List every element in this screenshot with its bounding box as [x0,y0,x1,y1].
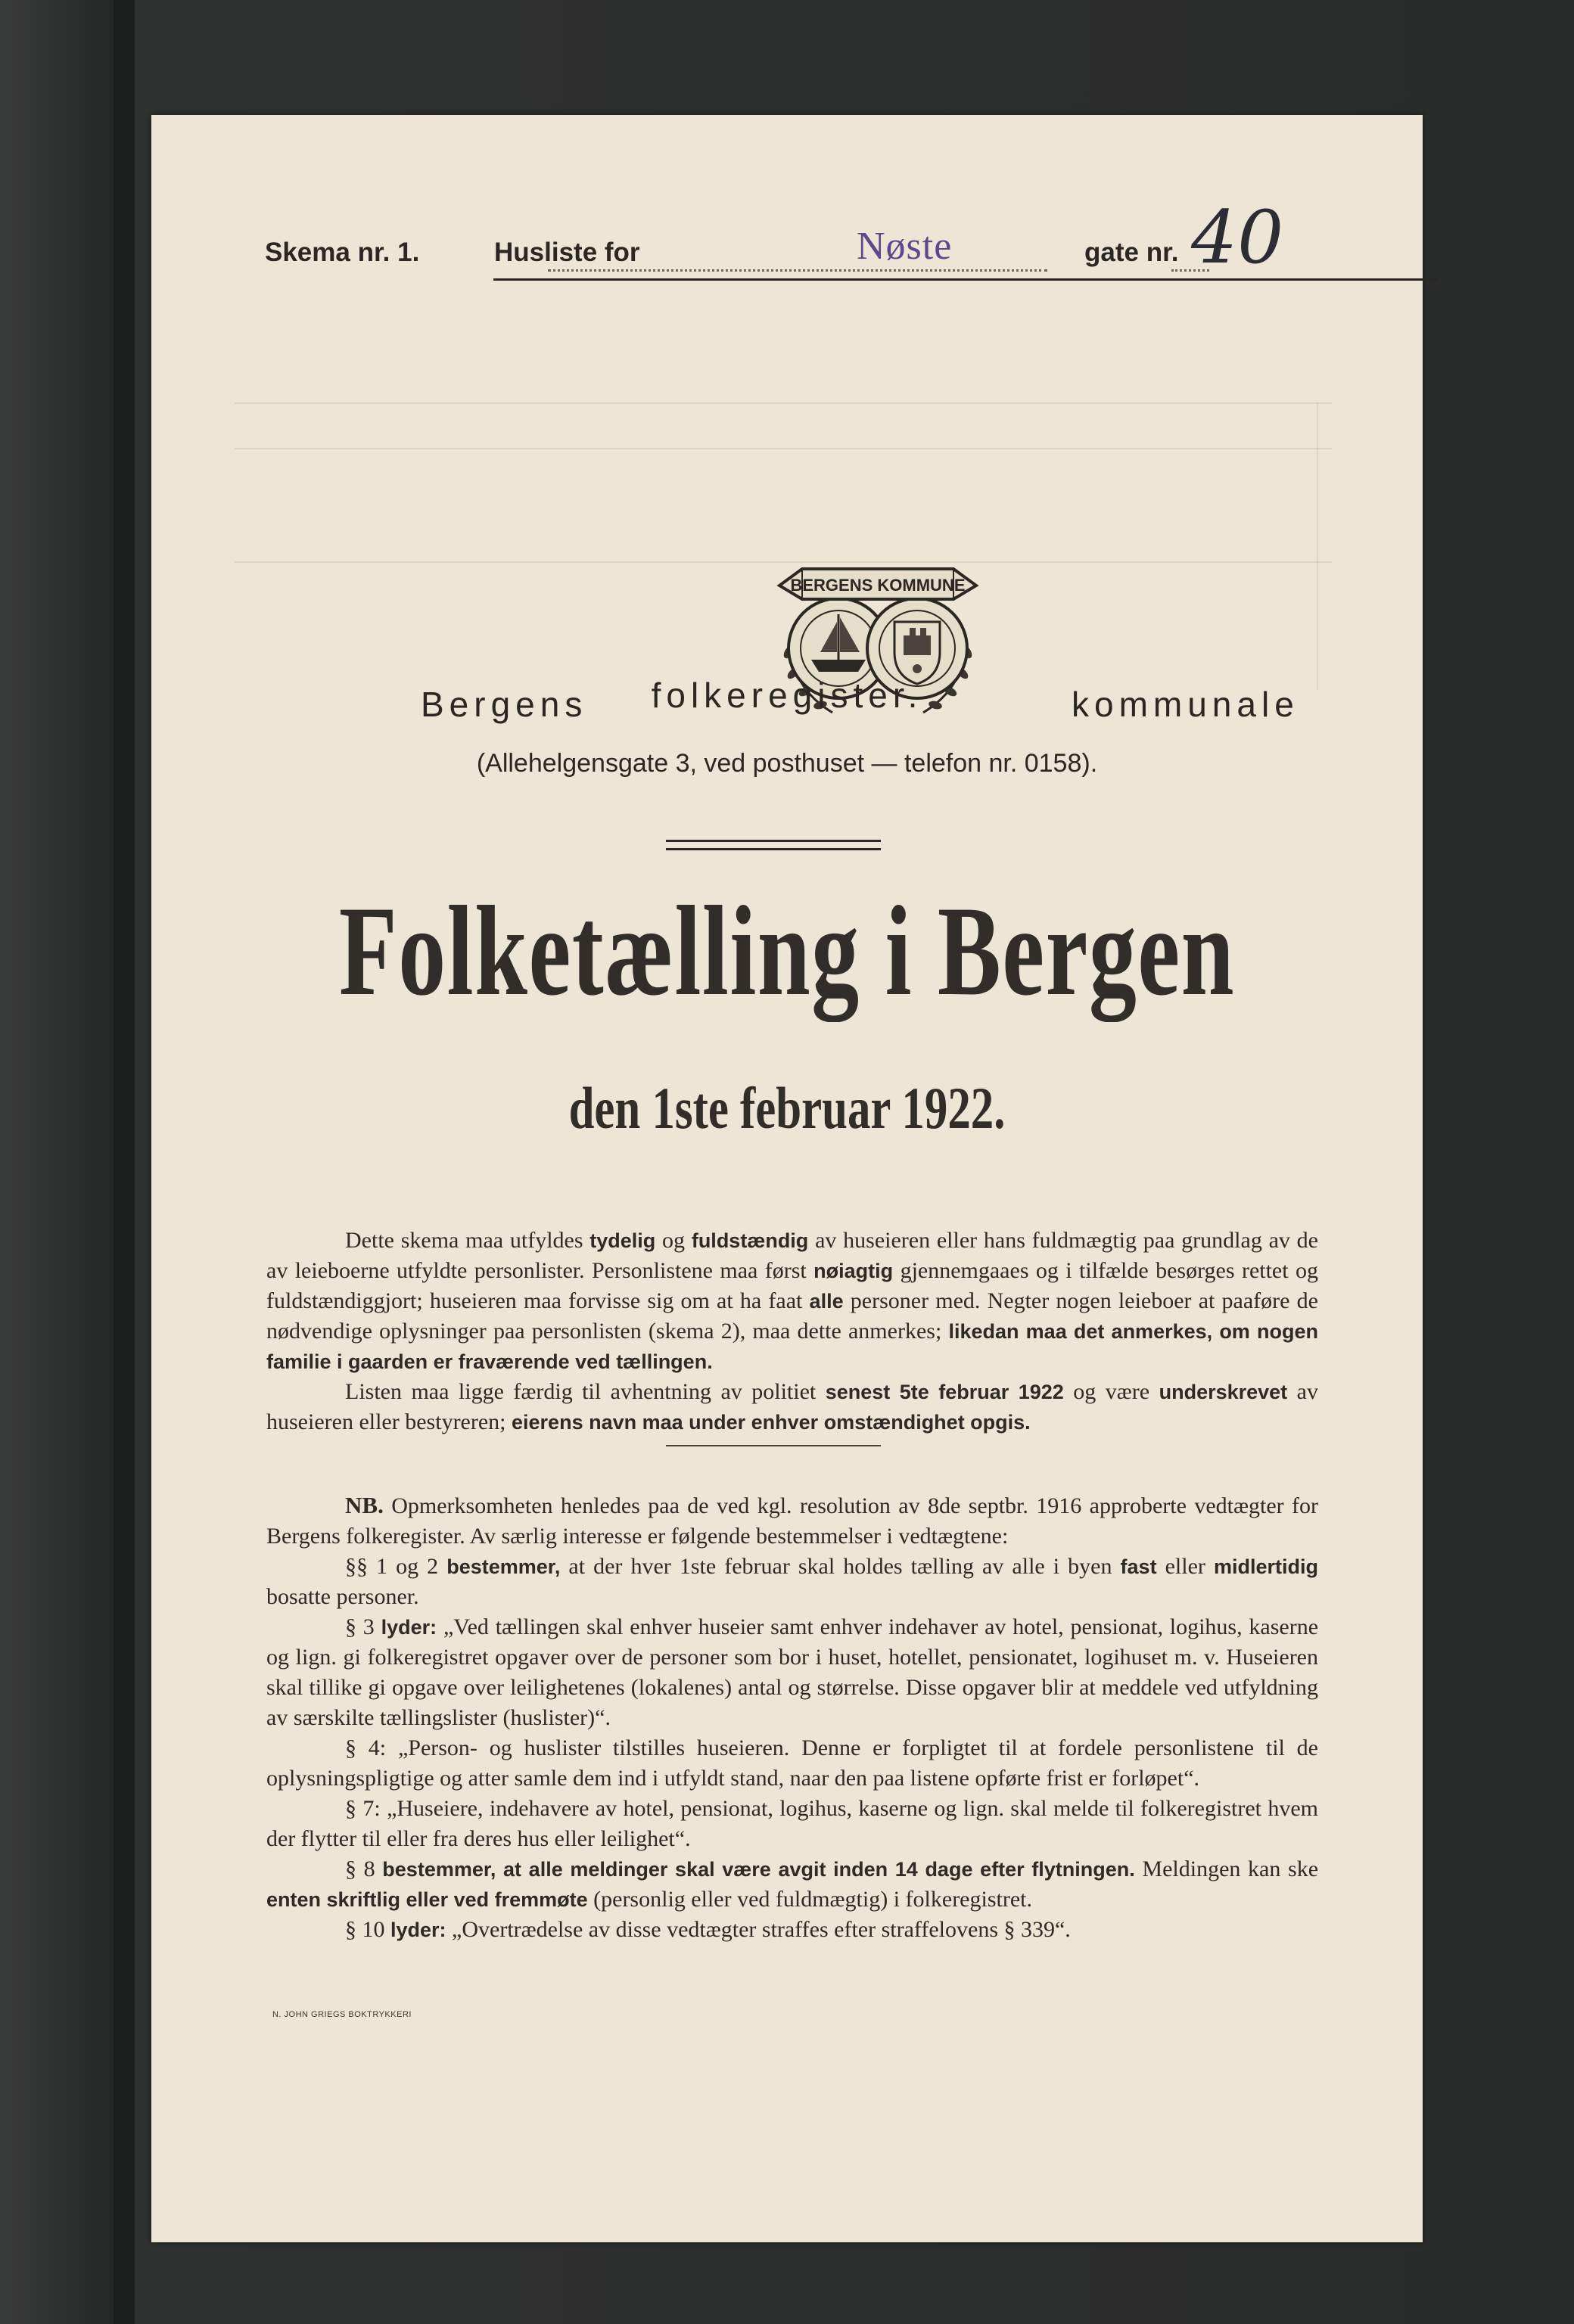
registry-word-right: kommunale [1072,685,1299,724]
text-run: Listen maa ligge færdig til avhentning av politiet [345,1379,826,1404]
instructions-paragraph-2 [266,1377,1318,1437]
handwritten-house-number: 40 [1191,195,1284,280]
emphasis: bestemmer, [446,1555,561,1578]
registry-address: (Allehelgensgate 3, ved posthuset — telefon nr. 0158). [476,749,1098,778]
bleed-through-rule [235,448,1332,449]
text-run: bosatte personer. [266,1584,419,1609]
nb-block [266,1490,1318,1945]
emphasis: tydelig [589,1229,656,1252]
nb-intro [266,1490,1318,1552]
title-divider [666,840,881,850]
emphasis: midlertidig [1213,1555,1318,1578]
schema-label: Skema nr. 1. [265,238,420,267]
emphasis: lyder: [381,1616,437,1639]
emphasis: alle [809,1290,844,1313]
emphasis: fast [1120,1555,1157,1578]
text-run: „Ved tællingen skal enhver huseier samt enhver indehaver av hotel, pensionat, logihus, kaserne og lign. gi folkeregistret opgaver over de personer som bor i huset, hotellet, pensionatet, logihuset m. v. Huseieren skal tillike gi opgave over leilighetenes (lokalenes) antal og størrelse. Disse opgaver blir at meddele ved utfyldning av særskilte tællingslister (huslister)“. [266,1614,1319,1730]
text-run: § 8 [345,1856,383,1881]
gate-label: gate nr. [1084,238,1179,267]
text-run: av huseieren eller bestyreren; [266,1379,1318,1434]
nb-label: NB. [345,1492,384,1518]
emphasis: eierens navn maa under enhver omstændighet opgis. [512,1411,1031,1434]
paragraph-s1-2 [266,1552,1318,1612]
emphasis: nøiagtig [813,1260,894,1282]
emphasis: fuldstændig [691,1229,809,1252]
husliste-label: Husliste for [494,238,640,267]
registry-word-bottom: folkeregister. [651,676,923,715]
paragraph-s3 [266,1612,1318,1733]
emphasis: lyder: [390,1919,446,1941]
text-run: § 3 [345,1614,381,1639]
paragraph-s10 [266,1915,1318,1945]
text-run: (personlig eller ved fuldmægtig) i folkeregistret. [587,1887,1032,1912]
text-run: gjennemgaaes og i tilfælde besørges rettet og fuldstændiggjort; huseieren maa forvisse sig om at ha faat [266,1258,1318,1313]
paragraph-s8 [266,1854,1318,1915]
header-underline [493,278,1438,281]
text-run: personer med. Negter nogen leieboer at paaføre de nødvendige oplysninger paa personlisten (skema 2), maa dette anmerkes; [266,1288,1318,1344]
paragraph-s4: § 4: „Person- og huslister tilstilles huseieren. Denne er forpligtet til at fordele personlistene til de oplysningspligtige og atter samle dem ind i utfyldt stand, naar den paa listene opførte frist er forløpet“. [266,1735,1318,1791]
emphasis: senest 5te februar 1922 [825,1381,1064,1403]
binding-edge [114,0,135,2324]
handwritten-street-name: Nøste [857,225,953,268]
emphasis: underskrevet [1159,1381,1288,1403]
emphasis: bestemmer, at alle meldinger skal være avgit inden 14 dage efter flytningen. [382,1858,1135,1881]
text-run: Opmerksomheten henledes paa de ved kgl. resolution av 8de septbr. 1916 approberte vedtægter for Bergens folkeregister. Av særlig interesse er følgende bestemmelser i vedtægtene: [266,1493,1318,1549]
emphasis: enten skriftlig eller ved fremmøte [266,1888,588,1911]
section-divider [666,1445,881,1446]
text-run: at der hver 1ste februar skal holdes tælling av alle i byen [560,1554,1121,1579]
text-run: av huseieren eller hans fuldmægtig paa grundlag av de av leieboerne utfyldte personlister. Personlistene maa først [266,1228,1318,1283]
printer-imprint: N. JOHN GRIEGS BOKTRYKKERI [272,2010,412,2019]
street-fill-line [548,269,1047,272]
text-run: Dette skema maa utfyldes [345,1228,590,1253]
bleed-through-rule [235,402,1332,404]
text-run: og [655,1228,692,1253]
main-title: Folketælling i Bergen [338,880,1236,1022]
instructions-block [266,1226,1318,1437]
text-run: Meldingen kan ske [1134,1856,1319,1881]
text-run: „Overtrædelse av disse vedtægter straffes efter straffelovens § 339“. [446,1917,1071,1942]
instructions-paragraph-1 [266,1226,1318,1377]
sub-title: den 1ste februar 1922. [568,1075,1006,1141]
text-run: § 10 [345,1917,390,1942]
paragraph-s7: § 7: „Huseiere, indehavere av hotel, pensionat, logihus, kaserne og lign. skal melde til folkeregistret hvem der flytter til eller fra deres hus eller leilighet“. [266,1796,1318,1851]
registry-word-left: Bergens [421,685,588,724]
text-run: og være [1063,1379,1159,1404]
text-run: §§ 1 og 2 [345,1554,447,1579]
text-run: eller [1156,1554,1214,1579]
emblem-banner-text: BERGENS KOMMUNE [790,576,966,595]
emphasis: likedan maa det anmerkes, om nogen familie i gaarden er fraværende ved tællingen. [266,1320,1318,1373]
census-form-page [151,115,1423,2242]
